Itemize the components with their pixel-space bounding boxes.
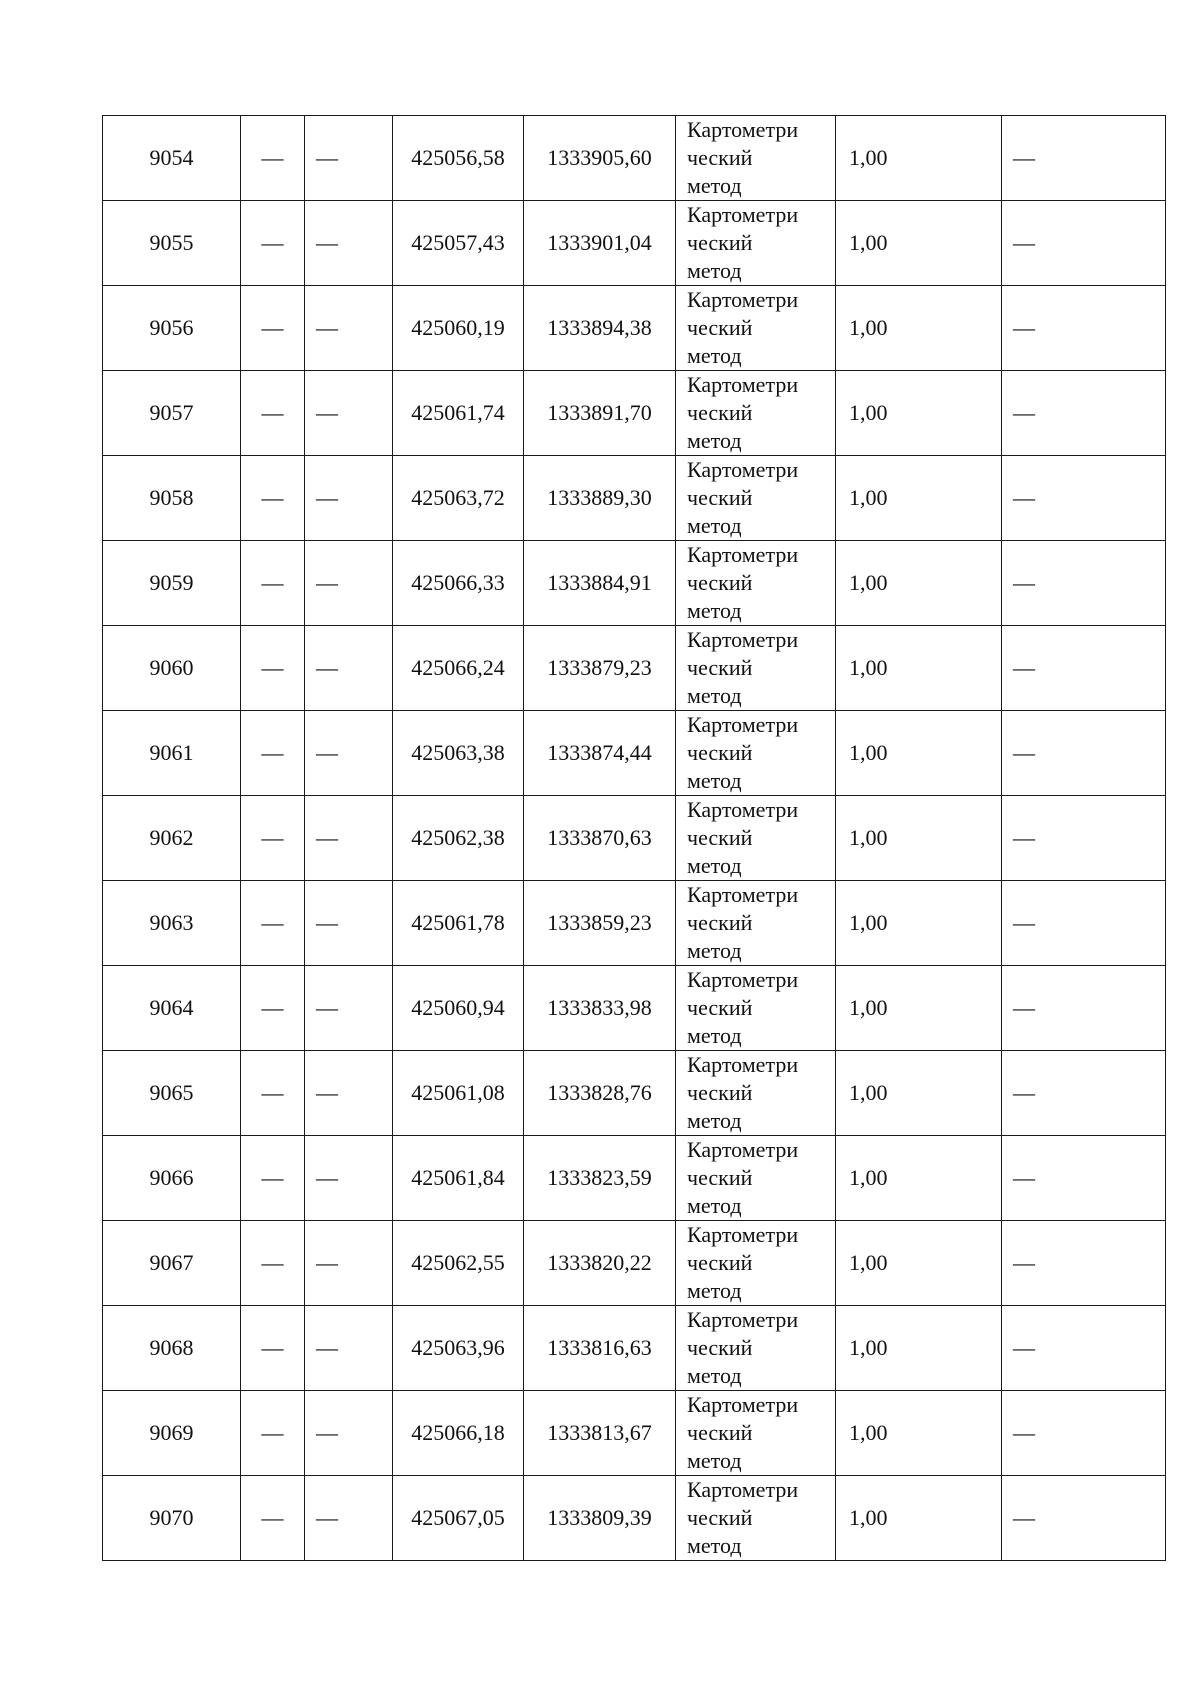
y-coordinate-cell: 1333891,70 bbox=[524, 371, 676, 456]
empty-value-cell: — bbox=[305, 1306, 393, 1391]
method-cell bbox=[676, 711, 836, 796]
empty-value-cell: — bbox=[1002, 966, 1166, 1051]
method-text-line: ческий bbox=[687, 315, 753, 340]
y-coordinate-cell: 1333833,98 bbox=[524, 966, 676, 1051]
method-text-line: Картометри bbox=[687, 627, 799, 652]
method-text-line: ческий bbox=[687, 1420, 753, 1445]
accuracy-cell: 1,00 bbox=[836, 881, 1002, 966]
method-text-line: ческий bbox=[687, 485, 753, 510]
x-coordinate-cell: 425066,18 bbox=[393, 1391, 524, 1476]
method-text-line: метод bbox=[687, 1193, 742, 1218]
method-text-line: Картометри bbox=[687, 372, 799, 397]
empty-value-cell: — bbox=[1002, 116, 1166, 201]
method-text-line: ческий bbox=[687, 1165, 753, 1190]
method-cell bbox=[676, 371, 836, 456]
point-number-cell: 9062 bbox=[103, 796, 241, 881]
point-number-cell: 9066 bbox=[103, 1136, 241, 1221]
empty-value-cell: — bbox=[305, 1136, 393, 1221]
point-number-cell: 9056 bbox=[103, 286, 241, 371]
point-number-cell: 9070 bbox=[103, 1476, 241, 1561]
accuracy-cell: 1,00 bbox=[836, 711, 1002, 796]
point-number-cell: 9063 bbox=[103, 881, 241, 966]
method-text-line: Картометри bbox=[687, 457, 799, 482]
method-text-line: метод bbox=[687, 343, 742, 368]
point-number-cell: 9069 bbox=[103, 1391, 241, 1476]
x-coordinate-cell: 425062,38 bbox=[393, 796, 524, 881]
point-number-cell: 9055 bbox=[103, 201, 241, 286]
empty-value-cell: — bbox=[305, 456, 393, 541]
method-cell bbox=[676, 1136, 836, 1221]
accuracy-cell: 1,00 bbox=[836, 371, 1002, 456]
empty-value-cell: — bbox=[241, 1306, 305, 1391]
table-row bbox=[103, 626, 1166, 711]
empty-value-cell: — bbox=[1002, 881, 1166, 966]
x-coordinate-cell: 425062,55 bbox=[393, 1221, 524, 1306]
empty-value-cell: — bbox=[241, 881, 305, 966]
empty-value-cell: — bbox=[1002, 541, 1166, 626]
x-coordinate-cell: 425061,84 bbox=[393, 1136, 524, 1221]
accuracy-cell: 1,00 bbox=[836, 541, 1002, 626]
empty-value-cell: — bbox=[1002, 456, 1166, 541]
method-cell bbox=[676, 286, 836, 371]
table-row bbox=[103, 371, 1166, 456]
method-cell bbox=[676, 1306, 836, 1391]
empty-value-cell: — bbox=[241, 1221, 305, 1306]
method-cell bbox=[676, 1051, 836, 1136]
x-coordinate-cell: 425066,33 bbox=[393, 541, 524, 626]
y-coordinate-cell: 1333901,04 bbox=[524, 201, 676, 286]
y-coordinate-cell: 1333828,76 bbox=[524, 1051, 676, 1136]
method-text-line: ческий bbox=[687, 740, 753, 765]
method-text-line: Картометри bbox=[687, 117, 799, 142]
method-cell bbox=[676, 881, 836, 966]
accuracy-cell: 1,00 bbox=[836, 1476, 1002, 1561]
empty-value-cell: — bbox=[305, 116, 393, 201]
y-coordinate-cell: 1333813,67 bbox=[524, 1391, 676, 1476]
accuracy-cell: 1,00 bbox=[836, 626, 1002, 711]
empty-value-cell: — bbox=[305, 1051, 393, 1136]
method-cell bbox=[676, 201, 836, 286]
table-row bbox=[103, 201, 1166, 286]
method-text-line: Картометри bbox=[687, 1307, 799, 1332]
empty-value-cell: — bbox=[305, 711, 393, 796]
y-coordinate-cell: 1333859,23 bbox=[524, 881, 676, 966]
method-text-line: метод bbox=[687, 1533, 742, 1558]
empty-value-cell: — bbox=[305, 1476, 393, 1561]
method-text-line: метод bbox=[687, 1363, 742, 1388]
table-row bbox=[103, 711, 1166, 796]
accuracy-cell: 1,00 bbox=[836, 1136, 1002, 1221]
method-text-line: Картометри bbox=[687, 712, 799, 737]
y-coordinate-cell: 1333809,39 bbox=[524, 1476, 676, 1561]
empty-value-cell: — bbox=[1002, 711, 1166, 796]
point-number-cell: 9064 bbox=[103, 966, 241, 1051]
y-coordinate-cell: 1333889,30 bbox=[524, 456, 676, 541]
method-cell bbox=[676, 1476, 836, 1561]
method-text-line: метод bbox=[687, 428, 742, 453]
y-coordinate-cell: 1333894,38 bbox=[524, 286, 676, 371]
point-number-cell: 9058 bbox=[103, 456, 241, 541]
point-number-cell: 9068 bbox=[103, 1306, 241, 1391]
table-row bbox=[103, 456, 1166, 541]
accuracy-cell: 1,00 bbox=[836, 1051, 1002, 1136]
method-text-line: метод bbox=[687, 1108, 742, 1133]
empty-value-cell: — bbox=[1002, 626, 1166, 711]
empty-value-cell: — bbox=[1002, 1136, 1166, 1221]
method-text-line: Картометри bbox=[687, 1222, 799, 1247]
method-text-line: ческий bbox=[687, 825, 753, 850]
table-row bbox=[103, 1136, 1166, 1221]
method-cell bbox=[676, 456, 836, 541]
method-text-line: Картометри bbox=[687, 1052, 799, 1077]
empty-value-cell: — bbox=[241, 796, 305, 881]
table-row bbox=[103, 1476, 1166, 1561]
method-cell bbox=[676, 116, 836, 201]
method-text-line: ческий bbox=[687, 230, 753, 255]
empty-value-cell: — bbox=[241, 1476, 305, 1561]
empty-value-cell: — bbox=[241, 626, 305, 711]
method-text-line: ческий bbox=[687, 1080, 753, 1105]
table-row bbox=[103, 286, 1166, 371]
empty-value-cell: — bbox=[305, 371, 393, 456]
method-text-line: ческий bbox=[687, 145, 753, 170]
method-text-line: метод bbox=[687, 768, 742, 793]
y-coordinate-cell: 1333816,63 bbox=[524, 1306, 676, 1391]
method-text-line: метод bbox=[687, 173, 742, 198]
empty-value-cell: — bbox=[1002, 796, 1166, 881]
table-row bbox=[103, 1391, 1166, 1476]
method-text-line: метод bbox=[687, 1278, 742, 1303]
point-number-cell: 9057 bbox=[103, 371, 241, 456]
method-text-line: ческий bbox=[687, 1250, 753, 1275]
accuracy-cell: 1,00 bbox=[836, 1221, 1002, 1306]
y-coordinate-cell: 1333905,60 bbox=[524, 116, 676, 201]
empty-value-cell: — bbox=[1002, 1051, 1166, 1136]
accuracy-cell: 1,00 bbox=[836, 1391, 1002, 1476]
empty-value-cell: — bbox=[241, 541, 305, 626]
accuracy-cell: 1,00 bbox=[836, 286, 1002, 371]
method-text-line: метод bbox=[687, 938, 742, 963]
point-number-cell: 9060 bbox=[103, 626, 241, 711]
coordinates-table bbox=[102, 115, 1166, 1561]
method-text-line: метод bbox=[687, 258, 742, 283]
table-row bbox=[103, 1221, 1166, 1306]
x-coordinate-cell: 425063,96 bbox=[393, 1306, 524, 1391]
x-coordinate-cell: 425067,05 bbox=[393, 1476, 524, 1561]
empty-value-cell: — bbox=[1002, 286, 1166, 371]
y-coordinate-cell: 1333884,91 bbox=[524, 541, 676, 626]
method-text-line: Картометри bbox=[687, 542, 799, 567]
y-coordinate-cell: 1333823,59 bbox=[524, 1136, 676, 1221]
x-coordinate-cell: 425060,94 bbox=[393, 966, 524, 1051]
method-text-line: метод bbox=[687, 513, 742, 538]
y-coordinate-cell: 1333820,22 bbox=[524, 1221, 676, 1306]
point-number-cell: 9059 bbox=[103, 541, 241, 626]
table-row bbox=[103, 116, 1166, 201]
empty-value-cell: — bbox=[241, 371, 305, 456]
empty-value-cell: — bbox=[241, 1136, 305, 1221]
empty-value-cell: — bbox=[241, 286, 305, 371]
empty-value-cell: — bbox=[241, 966, 305, 1051]
method-text-line: ческий bbox=[687, 570, 753, 595]
table-row bbox=[103, 541, 1166, 626]
empty-value-cell: — bbox=[241, 711, 305, 796]
x-coordinate-cell: 425063,72 bbox=[393, 456, 524, 541]
method-text-line: Картометри bbox=[687, 882, 799, 907]
empty-value-cell: — bbox=[241, 116, 305, 201]
x-coordinate-cell: 425057,43 bbox=[393, 201, 524, 286]
empty-value-cell: — bbox=[305, 1221, 393, 1306]
empty-value-cell: — bbox=[241, 1391, 305, 1476]
x-coordinate-cell: 425063,38 bbox=[393, 711, 524, 796]
accuracy-cell: 1,00 bbox=[836, 456, 1002, 541]
method-text-line: Картометри bbox=[687, 1392, 799, 1417]
table-row bbox=[103, 881, 1166, 966]
x-coordinate-cell: 425056,58 bbox=[393, 116, 524, 201]
accuracy-cell: 1,00 bbox=[836, 966, 1002, 1051]
empty-value-cell: — bbox=[1002, 201, 1166, 286]
table-row bbox=[103, 966, 1166, 1051]
empty-value-cell: — bbox=[1002, 1221, 1166, 1306]
y-coordinate-cell: 1333874,44 bbox=[524, 711, 676, 796]
empty-value-cell: — bbox=[1002, 371, 1166, 456]
x-coordinate-cell: 425060,19 bbox=[393, 286, 524, 371]
method-text-line: метод bbox=[687, 853, 742, 878]
method-text-line: ческий bbox=[687, 1505, 753, 1530]
method-cell bbox=[676, 796, 836, 881]
method-text-line: Картометри bbox=[687, 797, 799, 822]
empty-value-cell: — bbox=[305, 1391, 393, 1476]
method-text-line: ческий bbox=[687, 400, 753, 425]
method-text-line: Картометри bbox=[687, 1137, 799, 1162]
method-text-line: метод bbox=[687, 1023, 742, 1048]
method-text-line: метод bbox=[687, 1448, 742, 1473]
method-text-line: ческий bbox=[687, 1335, 753, 1360]
x-coordinate-cell: 425061,74 bbox=[393, 371, 524, 456]
empty-value-cell: — bbox=[305, 201, 393, 286]
empty-value-cell: — bbox=[305, 541, 393, 626]
empty-value-cell: — bbox=[1002, 1476, 1166, 1561]
method-text-line: Картометри bbox=[687, 967, 799, 992]
accuracy-cell: 1,00 bbox=[836, 116, 1002, 201]
empty-value-cell: — bbox=[1002, 1391, 1166, 1476]
method-text-line: ческий bbox=[687, 655, 753, 680]
accuracy-cell: 1,00 bbox=[836, 796, 1002, 881]
accuracy-cell: 1,00 bbox=[836, 201, 1002, 286]
method-text-line: метод bbox=[687, 683, 742, 708]
empty-value-cell: — bbox=[241, 456, 305, 541]
table-row bbox=[103, 1051, 1166, 1136]
point-number-cell: 9067 bbox=[103, 1221, 241, 1306]
empty-value-cell: — bbox=[241, 1051, 305, 1136]
empty-value-cell: — bbox=[305, 966, 393, 1051]
table-body bbox=[103, 116, 1166, 1561]
x-coordinate-cell: 425061,78 bbox=[393, 881, 524, 966]
method-cell bbox=[676, 541, 836, 626]
y-coordinate-cell: 1333870,63 bbox=[524, 796, 676, 881]
method-cell bbox=[676, 1221, 836, 1306]
method-cell bbox=[676, 966, 836, 1051]
table-row bbox=[103, 796, 1166, 881]
method-text-line: ческий bbox=[687, 910, 753, 935]
x-coordinate-cell: 425066,24 bbox=[393, 626, 524, 711]
empty-value-cell: — bbox=[305, 286, 393, 371]
empty-value-cell: — bbox=[305, 796, 393, 881]
accuracy-cell: 1,00 bbox=[836, 1306, 1002, 1391]
empty-value-cell: — bbox=[305, 626, 393, 711]
y-coordinate-cell: 1333879,23 bbox=[524, 626, 676, 711]
method-text-line: ческий bbox=[687, 995, 753, 1020]
empty-value-cell: — bbox=[305, 881, 393, 966]
empty-value-cell: — bbox=[241, 201, 305, 286]
point-number-cell: 9061 bbox=[103, 711, 241, 796]
method-text-line: Картометри bbox=[687, 287, 799, 312]
x-coordinate-cell: 425061,08 bbox=[393, 1051, 524, 1136]
method-text-line: Картометри bbox=[687, 202, 799, 227]
point-number-cell: 9065 bbox=[103, 1051, 241, 1136]
empty-value-cell: — bbox=[1002, 1306, 1166, 1391]
method-cell bbox=[676, 626, 836, 711]
method-text-line: метод bbox=[687, 598, 742, 623]
table-row bbox=[103, 1306, 1166, 1391]
point-number-cell: 9054 bbox=[103, 116, 241, 201]
method-cell bbox=[676, 1391, 836, 1476]
method-text-line: Картометри bbox=[687, 1477, 799, 1502]
